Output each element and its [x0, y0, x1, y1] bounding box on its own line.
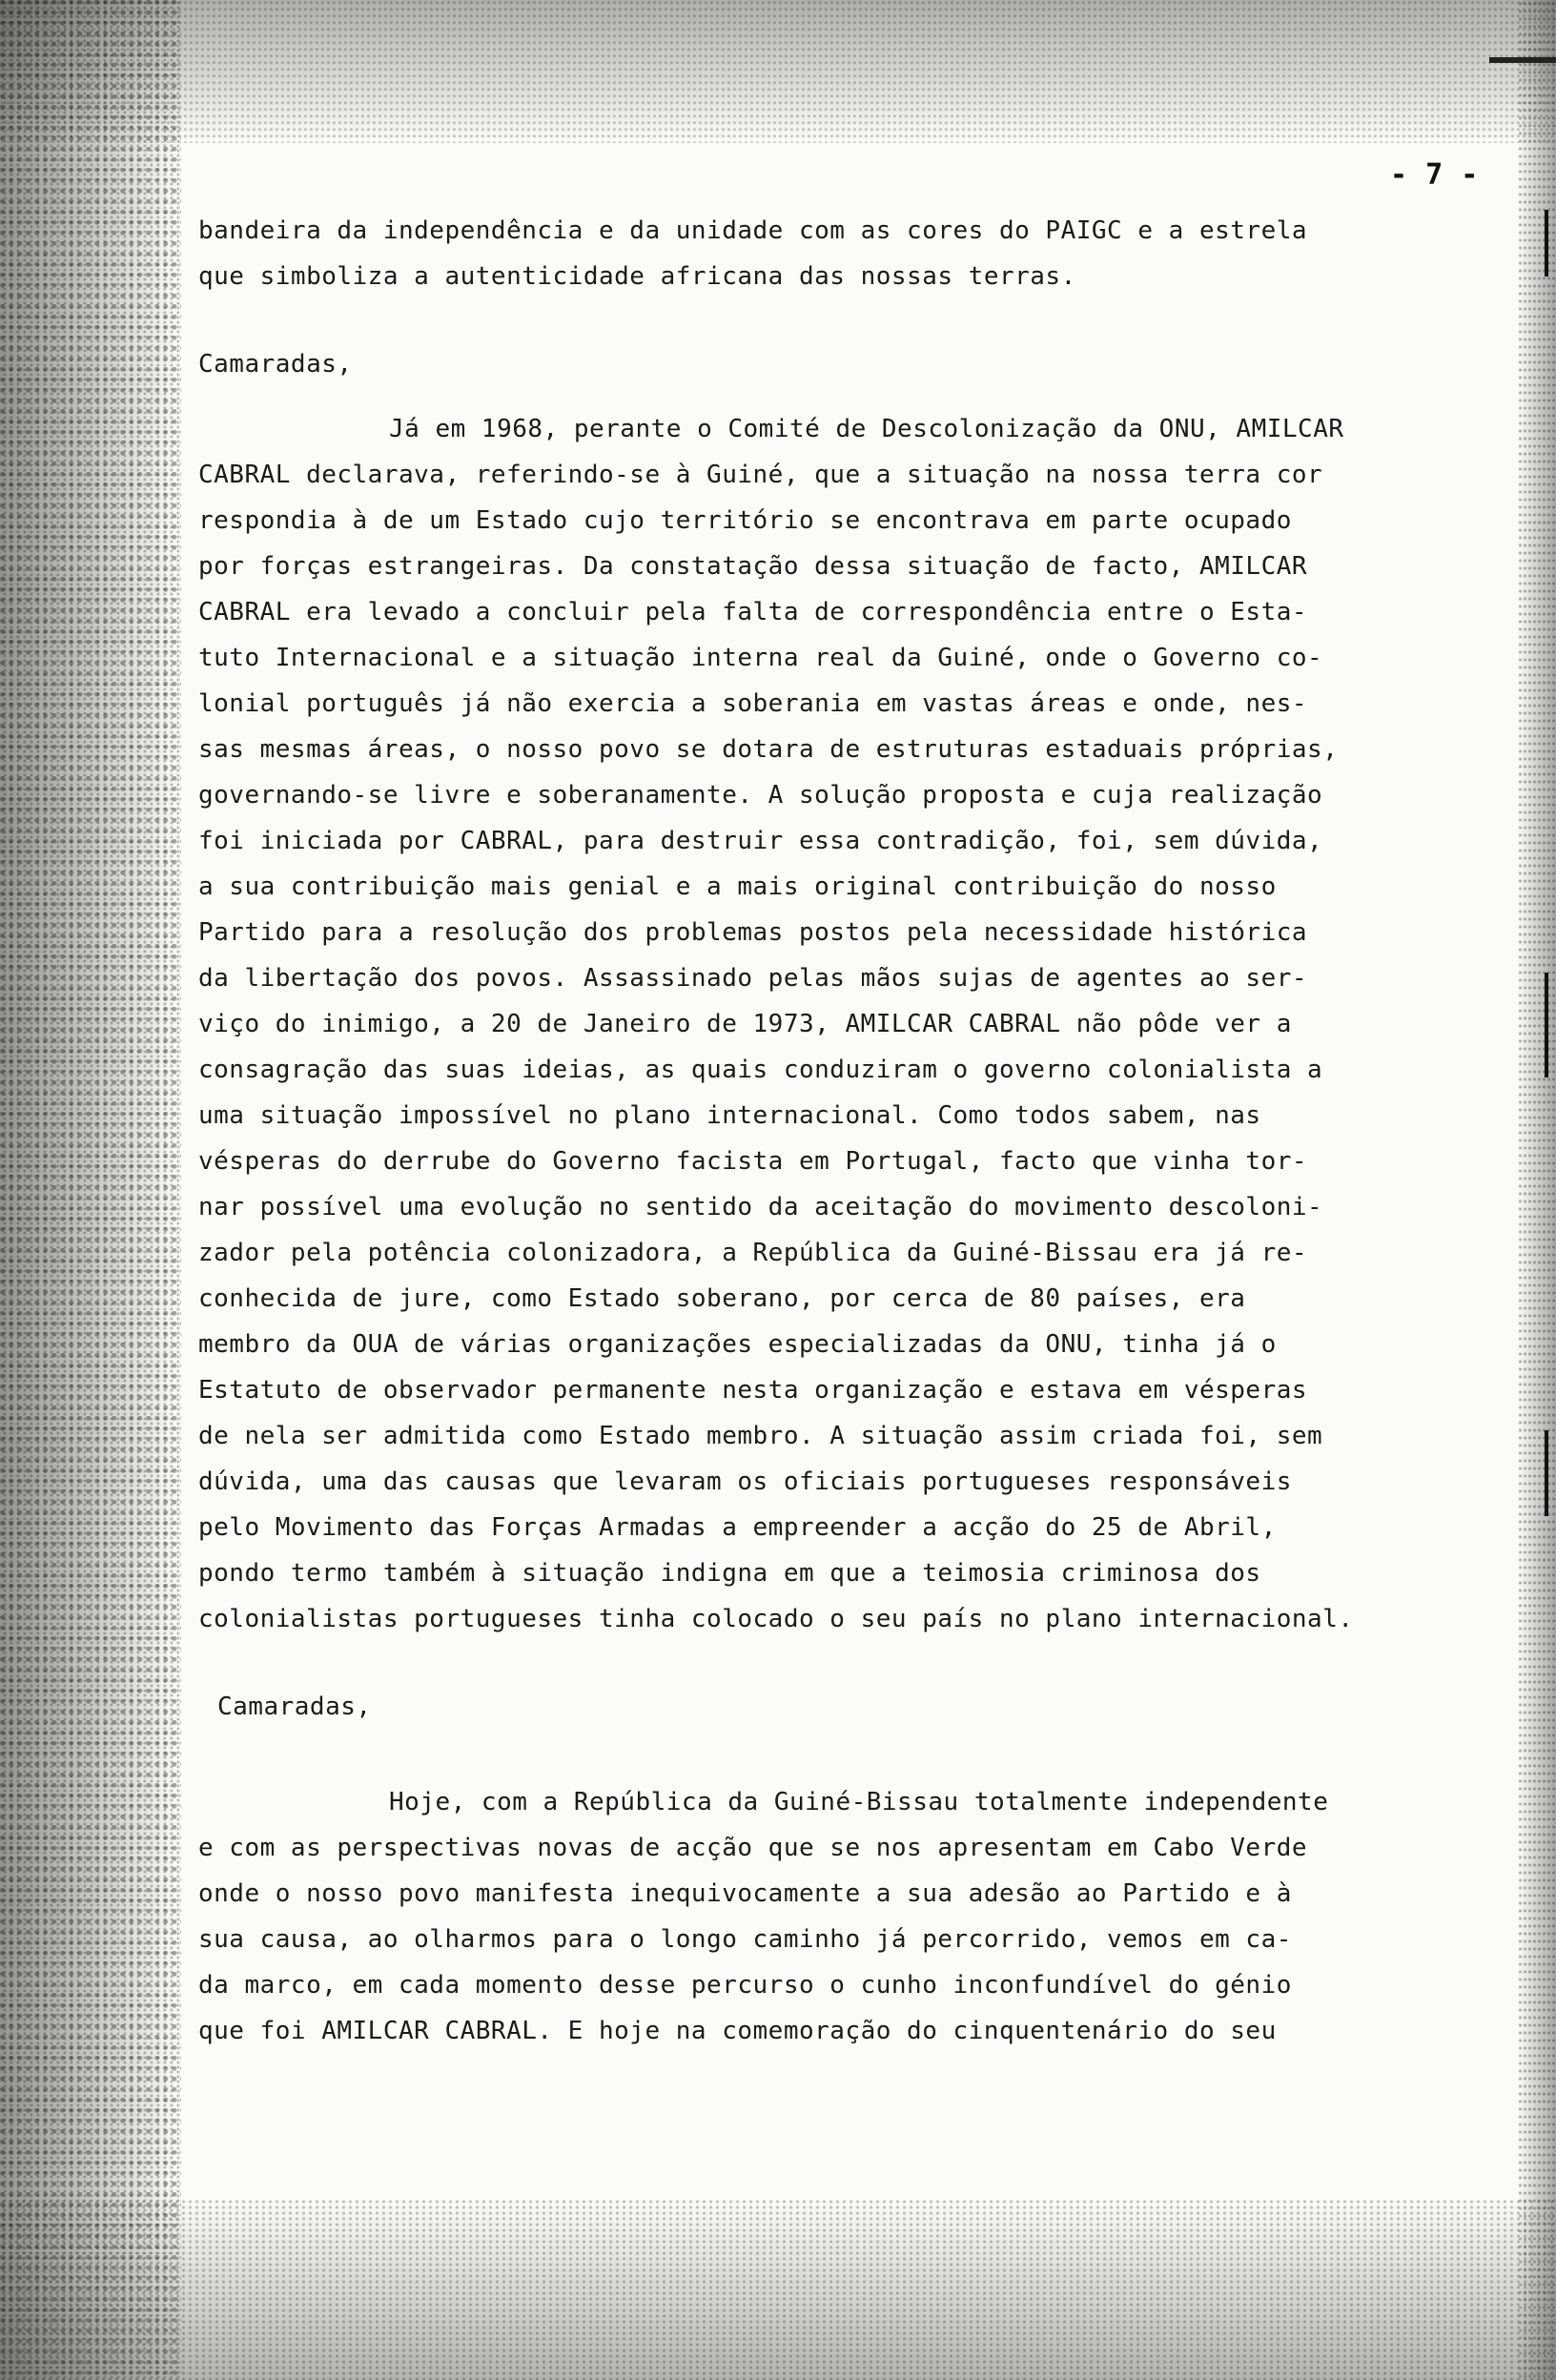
paragraph-2 [198, 406, 1514, 1642]
scan-margin-mark [1545, 973, 1548, 1077]
text-line: viço do inimigo, a 20 de Janeiro de 1973, AMILCAR CABRAL não pôde ver a [198, 1010, 1292, 1038]
text-line: de nela ser admitida como Estado membro. A situação assim criada foi, sem [198, 1422, 1323, 1450]
scan-edge-right [1518, 0, 1556, 2380]
text-line: sas mesmas áreas, o nosso povo se dotara de estruturas estaduais próprias, [198, 735, 1339, 764]
scan-margin-mark [1545, 210, 1548, 277]
scan-edge-left [0, 0, 181, 2380]
text-line: que simboliza a autenticidade africana das nossas terras. [198, 262, 1076, 291]
text-line: lonial português já não exercia a soberania em vastas áreas e onde, nes- [198, 689, 1308, 718]
page-number: - 7 - [1390, 158, 1479, 192]
scan-edge-bottom [0, 2199, 1556, 2380]
text-line: Estatuto de observador permanente nesta organização e estava em vésperas [198, 1376, 1308, 1405]
text-line: consagração das suas ideias, as quais conduziram o governo colonialista a [198, 1056, 1323, 1084]
text-line: Já em 1968, perante o Comité de Descolonização da ONU, AMILCAR [389, 415, 1344, 443]
text-line: sua causa, ao olharmos para o longo caminho já percorrido, vemos em ca- [198, 1925, 1292, 1954]
text-line: pelo Movimento das Forças Armadas a empreender a acção do 25 de Abril, [198, 1513, 1277, 1542]
text-line: membro da OUA de várias organizações especializadas da ONU, tinha já o [198, 1330, 1277, 1359]
text-line: e com as perspectivas novas de acção que se nos apresentam em Cabo Verde [198, 1834, 1308, 1862]
paragraph-1 [198, 170, 1514, 299]
text-line: governando-se livre e soberanamente. A solução proposta e cuja realização [198, 781, 1323, 810]
text-line: pondo termo também à situação indigna em que a teimosia criminosa dos [198, 1559, 1261, 1588]
text-line: nar possível uma evolução no sentido da aceitação do movimento descoloni- [198, 1193, 1323, 1221]
salutation: Camaradas, [198, 350, 353, 379]
text-line: da libertação dos povos. Assassinado pelas mãos sujas de agentes ao ser- [198, 964, 1308, 993]
text-line: da marco, em cada momento desse percurso o cunho inconfundível do génio [198, 1971, 1292, 2000]
text-line: dúvida, uma das causas que levaram os oficiais portugueses responsáveis [198, 1467, 1292, 1496]
text-line: que foi AMILCAR CABRAL. E hoje na comemoração do cinquentenário do seu [198, 2017, 1277, 2045]
text-line: a sua contribuição mais genial e a mais original contribuição do nosso [198, 872, 1277, 901]
text-line: foi iniciada por CABRAL, para destruir essa contradição, foi, sem dúvida, [198, 827, 1323, 855]
text-line: uma situação impossível no plano internacional. Como todos sabem, nas [198, 1101, 1261, 1130]
text-line: bandeira da independência e da unidade com as cores do PAIGC e a estrela [198, 216, 1308, 245]
scan-corner-mark [1489, 57, 1556, 63]
text-line: Hoje, com a República da Guiné-Bissau totalmente independente [389, 1788, 1329, 1816]
text-line: vésperas do derrube do Governo facista em Portugal, facto que vinha tor- [198, 1147, 1308, 1176]
text-line: onde o nosso povo manifesta inequivocamente a sua adesão ao Partido e à [198, 1879, 1292, 1908]
salutation: Camaradas, [217, 1693, 372, 1721]
text-line: CABRAL era levado a concluir pela falta de correspondência entre o Esta- [198, 598, 1308, 626]
text-line: zador pela potência colonizadora, a República da Guiné-Bissau era já re- [198, 1239, 1308, 1267]
scan-margin-mark [1545, 1430, 1548, 1516]
text-line: tuto Internacional e a situação interna real da Guiné, onde o Governo co- [198, 644, 1323, 672]
text-line: respondia à de um Estado cujo território se encontrava em parte ocupado [198, 506, 1292, 535]
text-line: conhecida de jure, como Estado soberano, por cerca de 80 países, era [198, 1284, 1246, 1313]
text-line: CABRAL declarava, referindo-se à Guiné, que a situação na nossa terra cor [198, 461, 1323, 489]
scan-edge-top [0, 0, 1556, 143]
text-line: colonialistas portugueses tinha colocado o seu país no plano internacional. [198, 1605, 1354, 1633]
paragraph-3 [198, 1779, 1514, 2054]
text-line: por forças estrangeiras. Da constatação dessa situação de facto, AMILCAR [198, 552, 1308, 581]
text-line: Partido para a resolução dos problemas postos pela necessidade histórica [198, 918, 1308, 947]
document-body [198, 158, 1514, 2054]
